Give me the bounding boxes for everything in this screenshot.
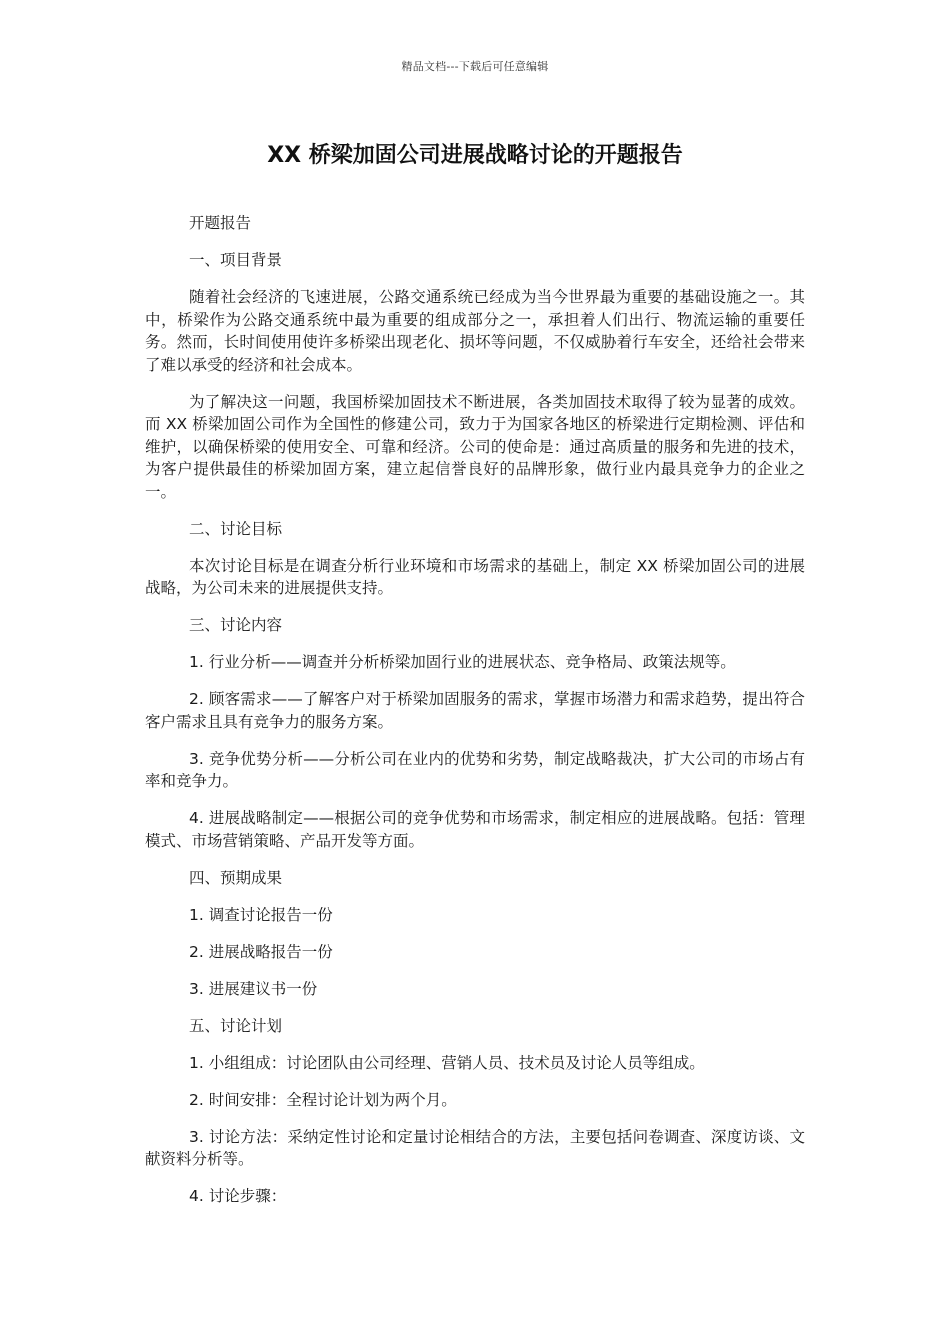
- list-item: 1. 调查讨论报告一份: [189, 905, 333, 924]
- paragraph: 开题报告: [189, 214, 252, 232]
- list-item: 1. 小组组成：讨论团队由公司经理、营销人员、技术员及讨论人员等组成。: [189, 1053, 705, 1072]
- page-header: 精品文档---下载后可任意编辑: [401, 60, 549, 73]
- section-heading: 四、预期成果: [189, 868, 283, 887]
- document-body: [145, 212, 805, 1222]
- list-item: 4. 进展战略制定——根据公司的竞争优势和市场需求，制定相应的进展战略。包括：管理模式、市场营销策略、产品开发等方面。: [145, 809, 805, 850]
- paragraph: 为了解决这一问题，我国桥梁加固技术不断进展，各类加固技术取得了较为显著的成效。而 XX 桥梁加固公司作为全国性的修建公司，致力于为国家各地区的桥梁进行定期检测、评估和维护，以确保桥梁的使用安全、可靠和经济。公司的使命是：通过高质量的服务和先进的技术，为客户提供最佳的桥梁加固方案，建立起信誉良好的品牌形象，做行业内最具竞争力的企业之一。: [145, 392, 805, 501]
- document-title: XX 桥梁加固公司进展战略讨论的开题报告: [267, 143, 683, 168]
- paragraph: 本次讨论目标是在调查分析行业环境和市场需求的基础上，制定 XX 桥梁加固公司的进展战略，为公司未来的进展提供支持。: [145, 556, 805, 597]
- list-item: 3. 竞争优势分析——分析公司在业内的优势和劣势，制定战略裁决，扩大公司的市场占有率和竞争力。: [145, 749, 805, 790]
- list-item: 2. 进展战略报告一份: [189, 942, 333, 961]
- section-heading: 二、讨论目标: [189, 519, 283, 538]
- paragraph: 随着社会经济的飞速进展，公路交通系统已经成为当今世界最为重要的基础设施之一。其中，桥梁作为公路交通系统中最为重要的组成部分之一，承担着人们出行、物流运输的重要任务。然而，长时间使用使许多桥梁出现老化、损坏等问题，不仅威胁着行车安全，还给社会带来了难以承受的经济和社会成本。: [145, 288, 805, 374]
- section-heading: 一、项目背景: [189, 251, 283, 269]
- section-heading: 五、讨论计划: [189, 1016, 283, 1035]
- section-heading: 三、讨论内容: [189, 616, 283, 634]
- list-item: 3. 讨论方法：采纳定性讨论和定量讨论相结合的方法，主要包括问卷调查、深度访谈、文献资料分析等。: [145, 1127, 805, 1168]
- list-item: 3. 进展建议书一份: [189, 979, 318, 998]
- list-item: 2. 顾客需求——了解客户对于桥梁加固服务的需求，掌握市场潜力和需求趋势，提出符合客户需求且具有竞争力的服务方案。: [145, 690, 805, 731]
- list-item: 2. 时间安排：全程讨论计划为两个月。: [189, 1090, 457, 1109]
- list-item: 1. 行业分析——调查并分析桥梁加固行业的进展状态、竞争格局、政策法规等。: [189, 653, 736, 671]
- list-item: 4. 讨论步骤：: [189, 1187, 287, 1205]
